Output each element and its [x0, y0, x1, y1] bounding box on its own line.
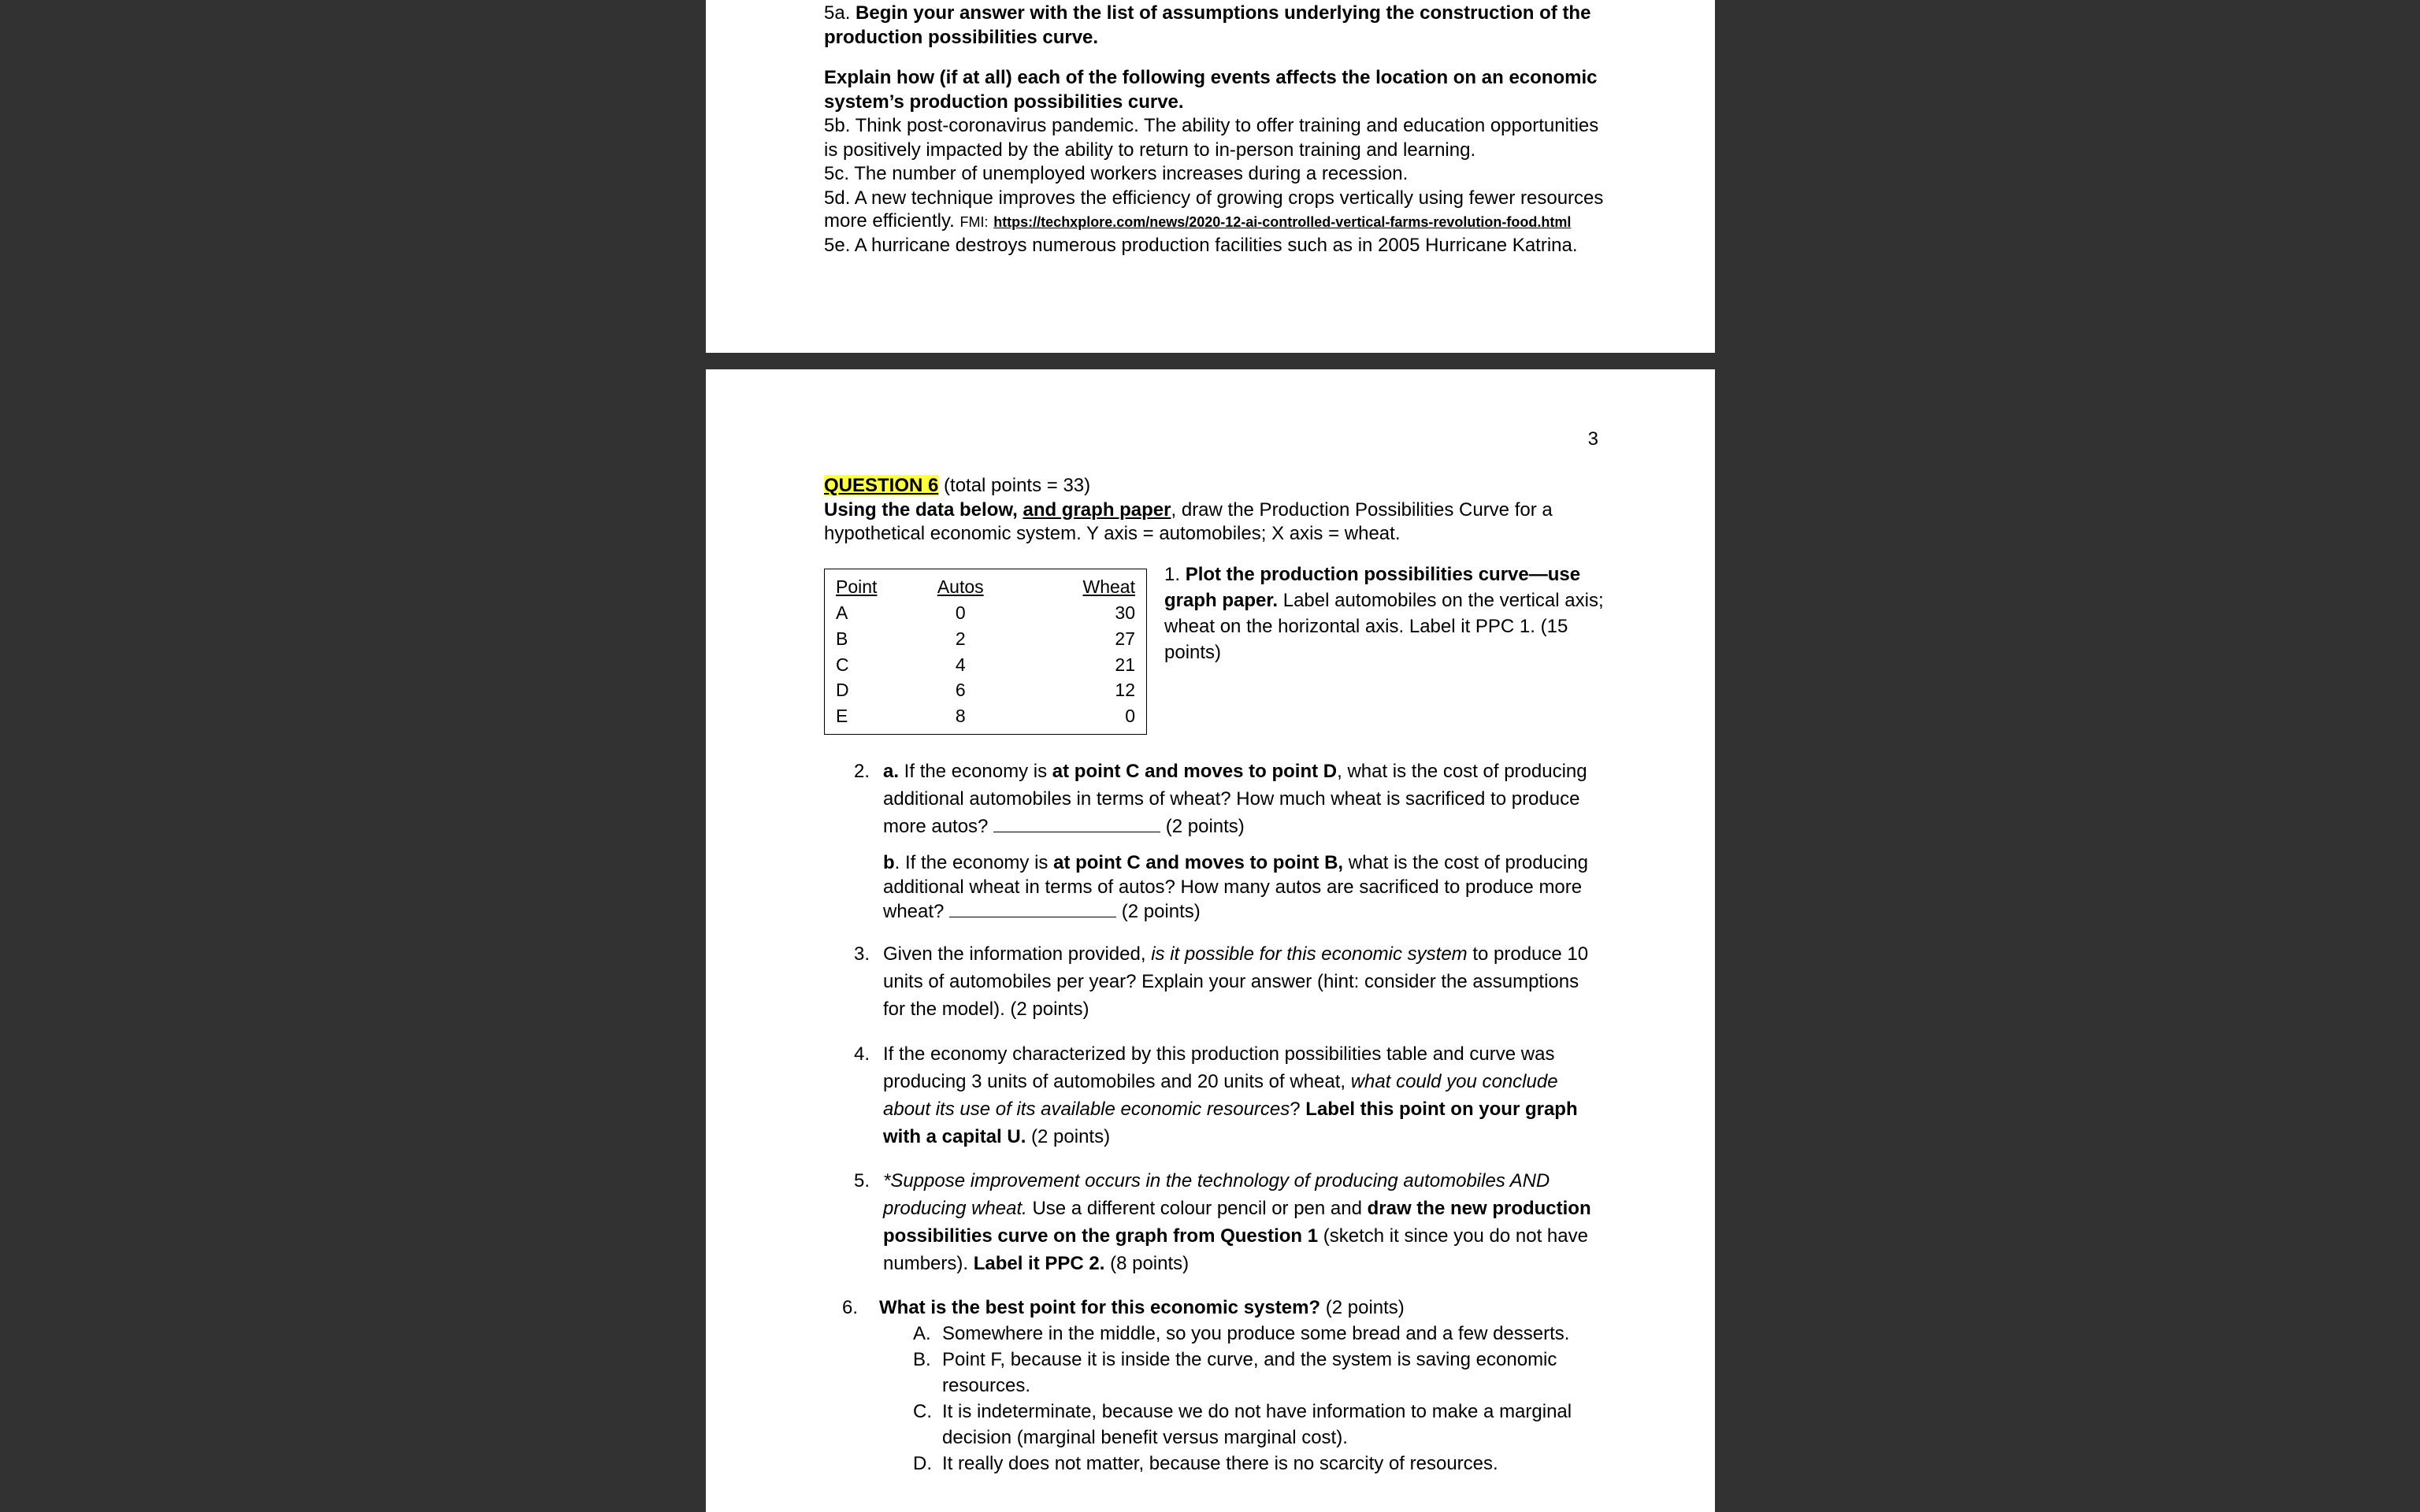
table-cell: B — [836, 628, 848, 649]
question-5d: 5d. A new technique improves the efficiency of growing crops vertically using fewer resources more efficiently. FMI: https://techxplore.com/news/2020-12-ai-controlled-vertical-farms-revolution-food.html — [824, 187, 1604, 232]
question-item-3: 3. Given the information provided, is it possible for this economic system to produce 10 units of automobiles per year? Explain your answer (hint: consider the assumptions for the model). (2 points) — [854, 943, 1589, 1020]
option-c: C. It is indeterminate, because we do not have information to make a marginal decision (marginal benefit versus marginal cost). — [913, 1400, 1572, 1448]
table-cell: 30 — [1115, 602, 1135, 624]
answer-blank — [949, 899, 1116, 917]
table-cell: 4 — [955, 654, 966, 675]
question-2a: a. If the economy is at point C and moves to point D, what is the cost of producing additional automobiles in terms of wheat? How much wheat is sacrificed to produce more autos? (2 points) — [883, 761, 1587, 837]
ppc-data-table — [824, 569, 1147, 735]
item-1-plot-instructions: 1. Plot the production possibilities curve—use graph paper. Label automobiles on the vertical axis; wheat on the horizontal axis. Label it PPC 1. (15 points) — [1164, 564, 1604, 663]
option-b: B. Point F, because it is inside the curve, and the system is saving economic resources. — [913, 1348, 1557, 1396]
explain-heading: Explain how (if at all) each of the following events affects the location on an economic system’s production possibilities curve. — [824, 67, 1598, 113]
question-6-title: QUESTION 6 (total points = 33) — [824, 475, 1091, 496]
question-6-header — [824, 474, 1612, 547]
table-cell: C — [836, 654, 849, 675]
question-6-label: QUESTION 6 — [824, 475, 939, 496]
document-page-3 — [706, 369, 1715, 1512]
table-row — [825, 600, 1146, 626]
question-5c: 5c. The number of unemployed workers increases during a recession. — [824, 163, 1409, 184]
question-2b: b. If the economy is at point C and moves to point B, what is the cost of producing additional wheat in terms of autos? How many autos are sacrificed to produce more wheat? (2 points) — [883, 852, 1588, 922]
question-item-5: 5. *Suppose improvement occurs in the technology of producing automobiles AND producing wheat. Use a different colour pencil or pen and draw the new production possibilities curve on the graph from Question 1 (sketch it since you do not have numbers). Label it PPC 2. (8 points) — [854, 1169, 1591, 1274]
question-6-intro: Using the data below, and graph paper, draw the Production Possibilities Curve for a hypothetical economic system. Y axis = automobiles; X axis = wheat. — [824, 498, 1553, 544]
question-5b: 5b. Think post-coronavirus pandemic. The ability to offer training and education opportunities is positively impacted by the ability to return to in-person training and learning. — [824, 115, 1599, 161]
option-a: A. Somewhere in the middle, so you produce some bread and a few desserts. — [913, 1322, 1570, 1344]
question-6-options — [824, 1321, 1604, 1477]
table-header: Wheat — [1082, 576, 1135, 598]
table-header: Autos — [937, 576, 984, 598]
table-header: Point — [836, 576, 878, 598]
option-d: D. It really does not matter, because there is no scarcity of resources. — [913, 1452, 1498, 1474]
fmi-link[interactable]: https://techxplore.com/news/2020-12-ai-controlled-vertical-farms-revolution-food.html — [993, 213, 1572, 230]
table-cell: 6 — [955, 680, 966, 701]
table-cell: 0 — [955, 602, 966, 624]
question-5e: 5e. A hurricane destroys numerous production facilities such as in 2005 Hurricane Katrina. — [824, 234, 1578, 256]
table-cell: D — [836, 680, 849, 701]
answer-blank — [993, 814, 1160, 832]
question-item-6: 6. What is the best point for this economic system? (2 points) — [842, 1296, 1405, 1318]
table-cell: 2 — [955, 628, 966, 649]
table-cell: 21 — [1115, 654, 1135, 675]
table-cell: 12 — [1115, 680, 1135, 701]
table-row — [825, 626, 1146, 652]
question-5a: 5a. Begin your answer with the list of assumptions underlying the construction of the production possibilities curve. — [824, 2, 1591, 48]
table-row — [825, 677, 1146, 703]
table-cell: E — [836, 706, 848, 727]
page-number: 3 — [1587, 428, 1598, 450]
question-item-2: 2. a. If the economy is at point C and moves to point D, what is the cost of producing additional automobiles in terms of wheat? How much wheat is sacrificed to produce more autos? (2 points) b. If the economy is at point C and moves to point B, what is the cost of producing additional wheat in terms of autos? How many autos are sacrificed to produce more wheat? (2 points) — [824, 758, 1604, 925]
table-row — [825, 703, 1146, 734]
document-page-2 — [706, 0, 1715, 353]
table-cell: 27 — [1115, 628, 1135, 649]
page1-content — [824, 2, 1612, 258]
table-row — [825, 651, 1146, 677]
table-header-row — [825, 569, 1146, 600]
table-cell: 8 — [955, 706, 966, 727]
table-cell: 0 — [1125, 706, 1135, 727]
table-cell: A — [836, 602, 848, 624]
question-6-items — [824, 758, 1604, 1477]
question-item-4: 4. If the economy characterized by this production possibilities table and curve was producing 3 units of automobiles and 20 units of wheat, what could you conclude about its use of its available economic resources? Label this point on your graph with a capital U. (2 points) — [854, 1043, 1578, 1147]
